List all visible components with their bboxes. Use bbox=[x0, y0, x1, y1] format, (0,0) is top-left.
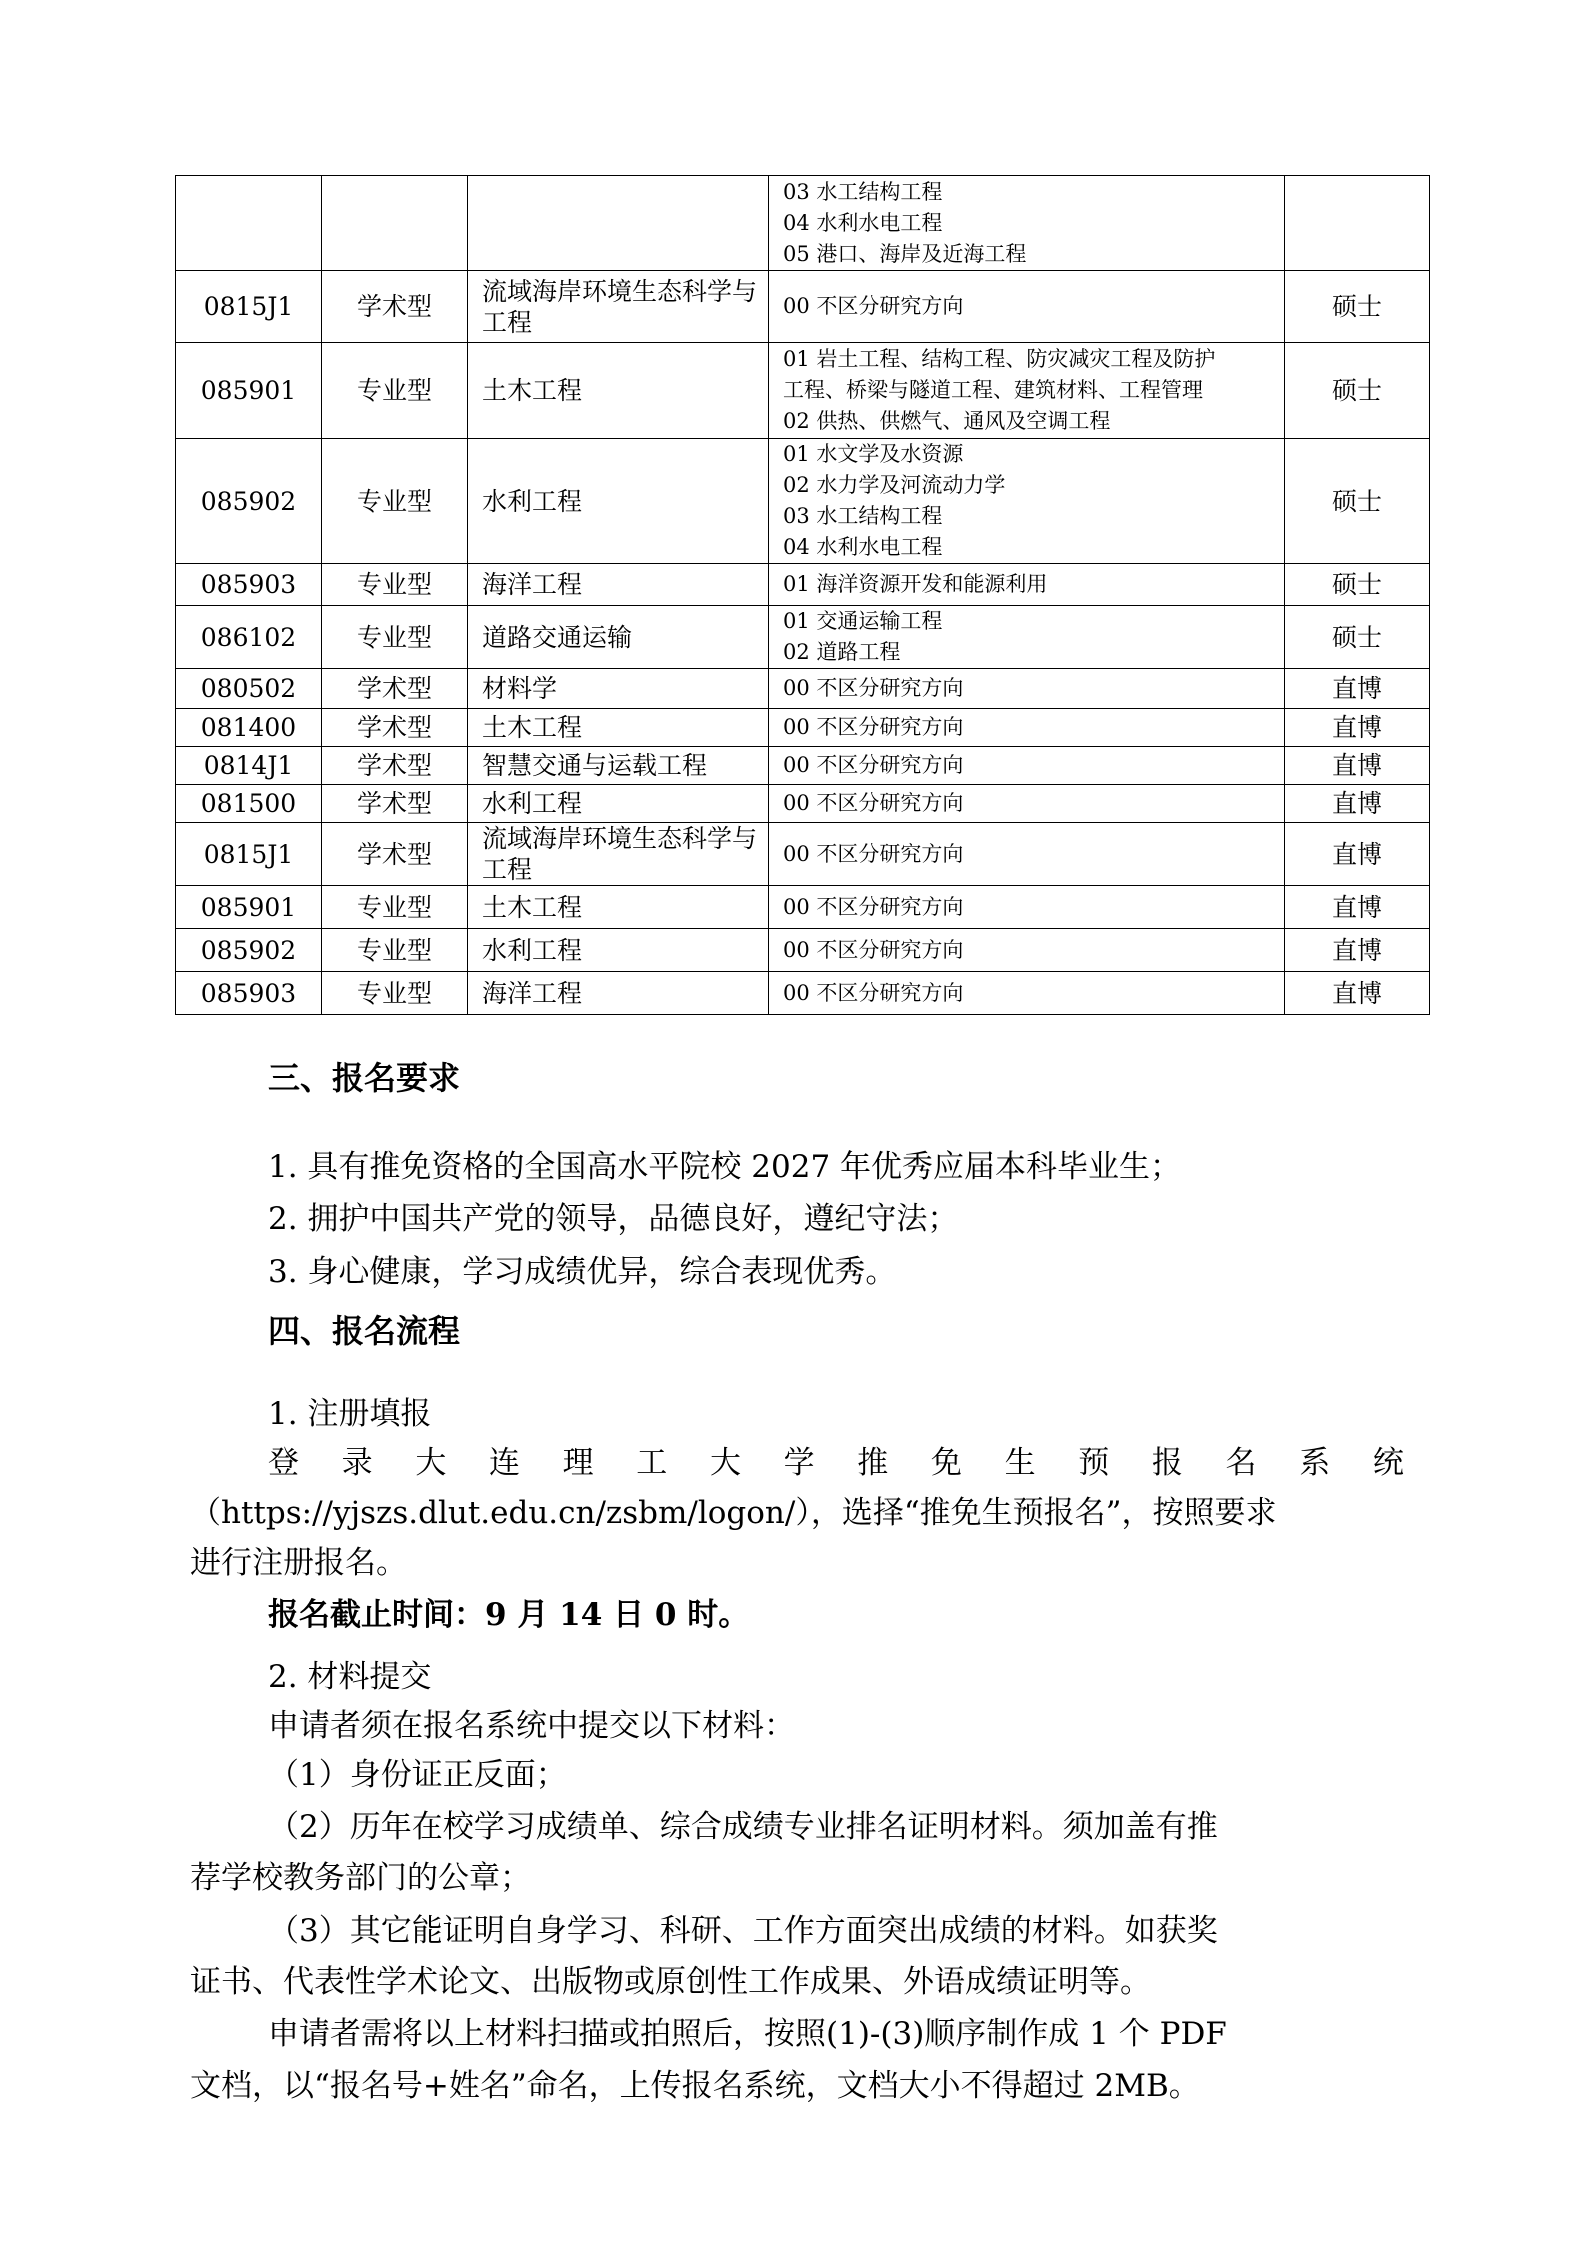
step1-system-name-line bbox=[268, 1437, 1404, 1482]
research-direction-cell bbox=[769, 271, 1285, 343]
research-direction-cell bbox=[769, 176, 1285, 271]
system-name-char: 免 bbox=[930, 1445, 962, 1481]
program-name-cell: 海洋工程 bbox=[468, 972, 769, 1015]
degree-type-cell: 直博 bbox=[1285, 886, 1430, 929]
program-name-cell: 水利工程 bbox=[468, 439, 769, 564]
research-direction-line: 00 不区分研究方向 bbox=[783, 980, 964, 1005]
deadline-notice: 报名截止时间：9 月 14 日 0 时。 bbox=[268, 1597, 750, 1633]
system-name-char: 登 bbox=[268, 1445, 299, 1481]
research-direction-line: 00 不区分研究方向 bbox=[783, 894, 964, 919]
table-row bbox=[176, 271, 1430, 343]
degree-type-cell: 硕士 bbox=[1285, 343, 1430, 439]
program-code-cell: 0815J1 bbox=[176, 823, 322, 886]
program-code-cell: 085902 bbox=[176, 929, 322, 972]
table-row bbox=[176, 929, 1430, 972]
program-name-cell: 道路交通运输 bbox=[468, 606, 769, 669]
research-direction-cell bbox=[769, 886, 1285, 929]
program-type-cell: 学术型 bbox=[322, 747, 468, 785]
program-code-cell bbox=[176, 176, 322, 271]
program-table-body bbox=[176, 176, 1430, 1015]
system-name-char: 学 bbox=[783, 1445, 815, 1481]
system-name-char: 生 bbox=[1004, 1445, 1036, 1481]
program-type-cell: 专业型 bbox=[322, 343, 468, 439]
research-direction-cell bbox=[769, 343, 1285, 439]
research-direction-cell bbox=[769, 785, 1285, 823]
program-code-cell: 085903 bbox=[176, 972, 322, 1015]
program-type-cell: 专业型 bbox=[322, 439, 468, 564]
system-name-char: 推 bbox=[857, 1445, 889, 1481]
program-type-cell: 专业型 bbox=[322, 886, 468, 929]
research-direction-line: 00 不区分研究方向 bbox=[783, 676, 964, 700]
research-direction-cell bbox=[769, 972, 1285, 1015]
degree-type-cell: 硕士 bbox=[1285, 439, 1430, 564]
table-row bbox=[176, 669, 1430, 709]
upload-instruction-line2: 文档，以“报名号+姓名”命名，上传报名系统，文档大小不得超过 2MB。 bbox=[190, 2068, 1200, 2104]
system-name-char: 名 bbox=[1225, 1445, 1257, 1481]
requirement-item-1: 1. 具有推免资格的全国高水平院校 2027 年优秀应届本科毕业生； bbox=[268, 1149, 1182, 1185]
research-direction-cell bbox=[769, 606, 1285, 669]
table-row bbox=[176, 343, 1430, 439]
program-code-cell: 081400 bbox=[176, 709, 322, 747]
degree-type-cell: 硕士 bbox=[1285, 606, 1430, 669]
table-row bbox=[176, 785, 1430, 823]
degree-type-cell: 硕士 bbox=[1285, 271, 1430, 343]
program-name-cell: 流域海岸环境生态科学与工程 bbox=[468, 823, 769, 886]
degree-type-cell: 直博 bbox=[1285, 929, 1430, 972]
program-name-cell: 土木工程 bbox=[468, 886, 769, 929]
program-type-cell: 专业型 bbox=[322, 972, 468, 1015]
program-table bbox=[175, 175, 1430, 1015]
degree-type-cell: 直博 bbox=[1285, 972, 1430, 1015]
program-type-cell: 专业型 bbox=[322, 606, 468, 669]
program-name-cell: 土木工程 bbox=[468, 709, 769, 747]
research-direction-line: 01 交通运输工程 bbox=[783, 609, 943, 633]
requirement-item-3: 3. 身心健康，学习成绩优异，综合表现优秀。 bbox=[268, 1254, 897, 1290]
program-code-cell: 085901 bbox=[176, 886, 322, 929]
system-name-char: 录 bbox=[341, 1445, 373, 1481]
system-name-char: 预 bbox=[1078, 1445, 1110, 1481]
degree-type-cell: 直博 bbox=[1285, 747, 1430, 785]
program-type-cell: 学术型 bbox=[322, 785, 468, 823]
research-direction-cell bbox=[769, 823, 1285, 886]
step2-intro: 申请者须在报名系统中提交以下材料： bbox=[268, 1708, 795, 1744]
step1-register-line: 进行注册报名。 bbox=[190, 1545, 407, 1581]
program-type-cell bbox=[322, 176, 468, 271]
research-direction-cell bbox=[769, 929, 1285, 972]
table-row bbox=[176, 747, 1430, 785]
program-type-cell: 学术型 bbox=[322, 709, 468, 747]
system-name-char: 统 bbox=[1372, 1445, 1404, 1481]
system-name-char: 工 bbox=[636, 1445, 668, 1481]
material-item-3-line1: （3）其它能证明自身学习、科研、工作方面突出成绩的材料。如获奖 bbox=[268, 1913, 1218, 1949]
table-row bbox=[176, 176, 1430, 271]
program-code-cell: 085902 bbox=[176, 439, 322, 564]
program-name-cell: 材料学 bbox=[468, 669, 769, 709]
research-direction-line: 00 不区分研究方向 bbox=[783, 715, 964, 739]
program-type-cell: 学术型 bbox=[322, 271, 468, 343]
program-code-cell: 086102 bbox=[176, 606, 322, 669]
degree-type-cell: 直博 bbox=[1285, 785, 1430, 823]
requirement-item-2: 2. 拥护中国共产党的领导，品德良好，遵纪守法； bbox=[268, 1201, 959, 1237]
research-direction-line: 00 不区分研究方向 bbox=[783, 294, 964, 318]
program-name-cell bbox=[468, 176, 769, 271]
program-code-cell: 081500 bbox=[176, 785, 322, 823]
material-item-2-line1: （2）历年在校学习成绩单、综合成绩专业排名证明材料。须加盖有推 bbox=[268, 1809, 1218, 1845]
table-row bbox=[176, 439, 1430, 564]
research-direction-line: 工程、桥梁与隧道工程、建筑材料、工程管理 bbox=[783, 378, 1203, 402]
research-direction-line: 00 不区分研究方向 bbox=[783, 791, 964, 815]
research-direction-line: 01 水文学及水资源 bbox=[783, 442, 964, 466]
program-name-cell: 土木工程 bbox=[468, 343, 769, 439]
table-row bbox=[176, 709, 1430, 747]
research-direction-cell bbox=[769, 564, 1285, 606]
research-direction-line: 01 海洋资源开发和能源利用 bbox=[783, 572, 1048, 596]
research-direction-line: 00 不区分研究方向 bbox=[783, 937, 964, 962]
research-direction-line: 01 岩土工程、结构工程、防灾减灾工程及防护 bbox=[783, 347, 1216, 371]
program-type-cell: 专业型 bbox=[322, 929, 468, 972]
research-direction-line: 00 不区分研究方向 bbox=[783, 841, 964, 866]
system-name-char: 大 bbox=[415, 1445, 447, 1481]
research-direction-line: 03 水工结构工程 bbox=[783, 504, 943, 528]
step2-title: 2. 材料提交 bbox=[268, 1659, 432, 1695]
program-type-cell: 学术型 bbox=[322, 669, 468, 709]
program-type-cell: 专业型 bbox=[322, 564, 468, 606]
research-direction-line: 04 水利水电工程 bbox=[783, 535, 943, 559]
research-direction-cell bbox=[769, 669, 1285, 709]
program-name-cell: 水利工程 bbox=[468, 929, 769, 972]
research-direction-line: 02 水力学及河流动力学 bbox=[783, 473, 1006, 497]
research-direction-cell bbox=[769, 747, 1285, 785]
research-direction-line: 02 供热、供燃气、通风及空调工程 bbox=[783, 409, 1111, 433]
program-code-cell: 080502 bbox=[176, 669, 322, 709]
step1-title: 1. 注册填报 bbox=[268, 1396, 432, 1432]
degree-type-cell bbox=[1285, 176, 1430, 271]
system-name-char: 连 bbox=[488, 1445, 520, 1481]
material-item-2-line2: 荐学校教务部门的公章； bbox=[190, 1860, 531, 1896]
table-row bbox=[176, 886, 1430, 929]
degree-type-cell: 直博 bbox=[1285, 709, 1430, 747]
program-name-cell: 智慧交通与运载工程 bbox=[468, 747, 769, 785]
research-direction-line: 05 港口、海岸及近海工程 bbox=[783, 241, 1027, 266]
material-item-1: （1）身份证正反面； bbox=[268, 1757, 567, 1793]
degree-type-cell: 硕士 bbox=[1285, 564, 1430, 606]
program-name-cell: 流域海岸环境生态科学与工程 bbox=[468, 271, 769, 343]
program-name-cell: 水利工程 bbox=[468, 785, 769, 823]
step1-url-line: （https://yjszs.dlut.edu.cn/zsbm/logon/），选择“推免生预报名”，按照要求 bbox=[190, 1495, 1277, 1531]
degree-type-cell: 直博 bbox=[1285, 669, 1430, 709]
table-row bbox=[176, 564, 1430, 606]
system-name-char: 系 bbox=[1299, 1445, 1331, 1481]
degree-type-cell: 直博 bbox=[1285, 823, 1430, 886]
program-type-cell: 学术型 bbox=[322, 823, 468, 886]
research-direction-cell bbox=[769, 709, 1285, 747]
research-direction-line: 03 水工结构工程 bbox=[783, 179, 943, 204]
program-name-cell: 海洋工程 bbox=[468, 564, 769, 606]
research-direction-cell bbox=[769, 439, 1285, 564]
section-heading-requirements: 三、报名要求 bbox=[268, 1059, 461, 1097]
program-code-cell: 0814J1 bbox=[176, 747, 322, 785]
research-direction-line: 00 不区分研究方向 bbox=[783, 753, 964, 777]
program-code-cell: 085901 bbox=[176, 343, 322, 439]
system-name-char: 大 bbox=[709, 1445, 741, 1481]
research-direction-line: 04 水利水电工程 bbox=[783, 210, 943, 235]
material-item-3-line2: 证书、代表性学术论文、出版物或原创性工作成果、外语成绩证明等。 bbox=[190, 1964, 1151, 2000]
table-row bbox=[176, 823, 1430, 886]
research-direction-line: 02 道路工程 bbox=[783, 640, 901, 664]
section-heading-process: 四、报名流程 bbox=[268, 1312, 461, 1350]
system-name-char: 报 bbox=[1151, 1445, 1183, 1481]
program-code-cell: 0815J1 bbox=[176, 271, 322, 343]
table-row bbox=[176, 972, 1430, 1015]
table-row bbox=[176, 606, 1430, 669]
upload-instruction-line1: 申请者需将以上材料扫描或拍照后，按照(1)-(3)顺序制作成 1 个 PDF bbox=[268, 2016, 1227, 2052]
program-code-cell: 085903 bbox=[176, 564, 322, 606]
system-name-char: 理 bbox=[562, 1445, 594, 1481]
